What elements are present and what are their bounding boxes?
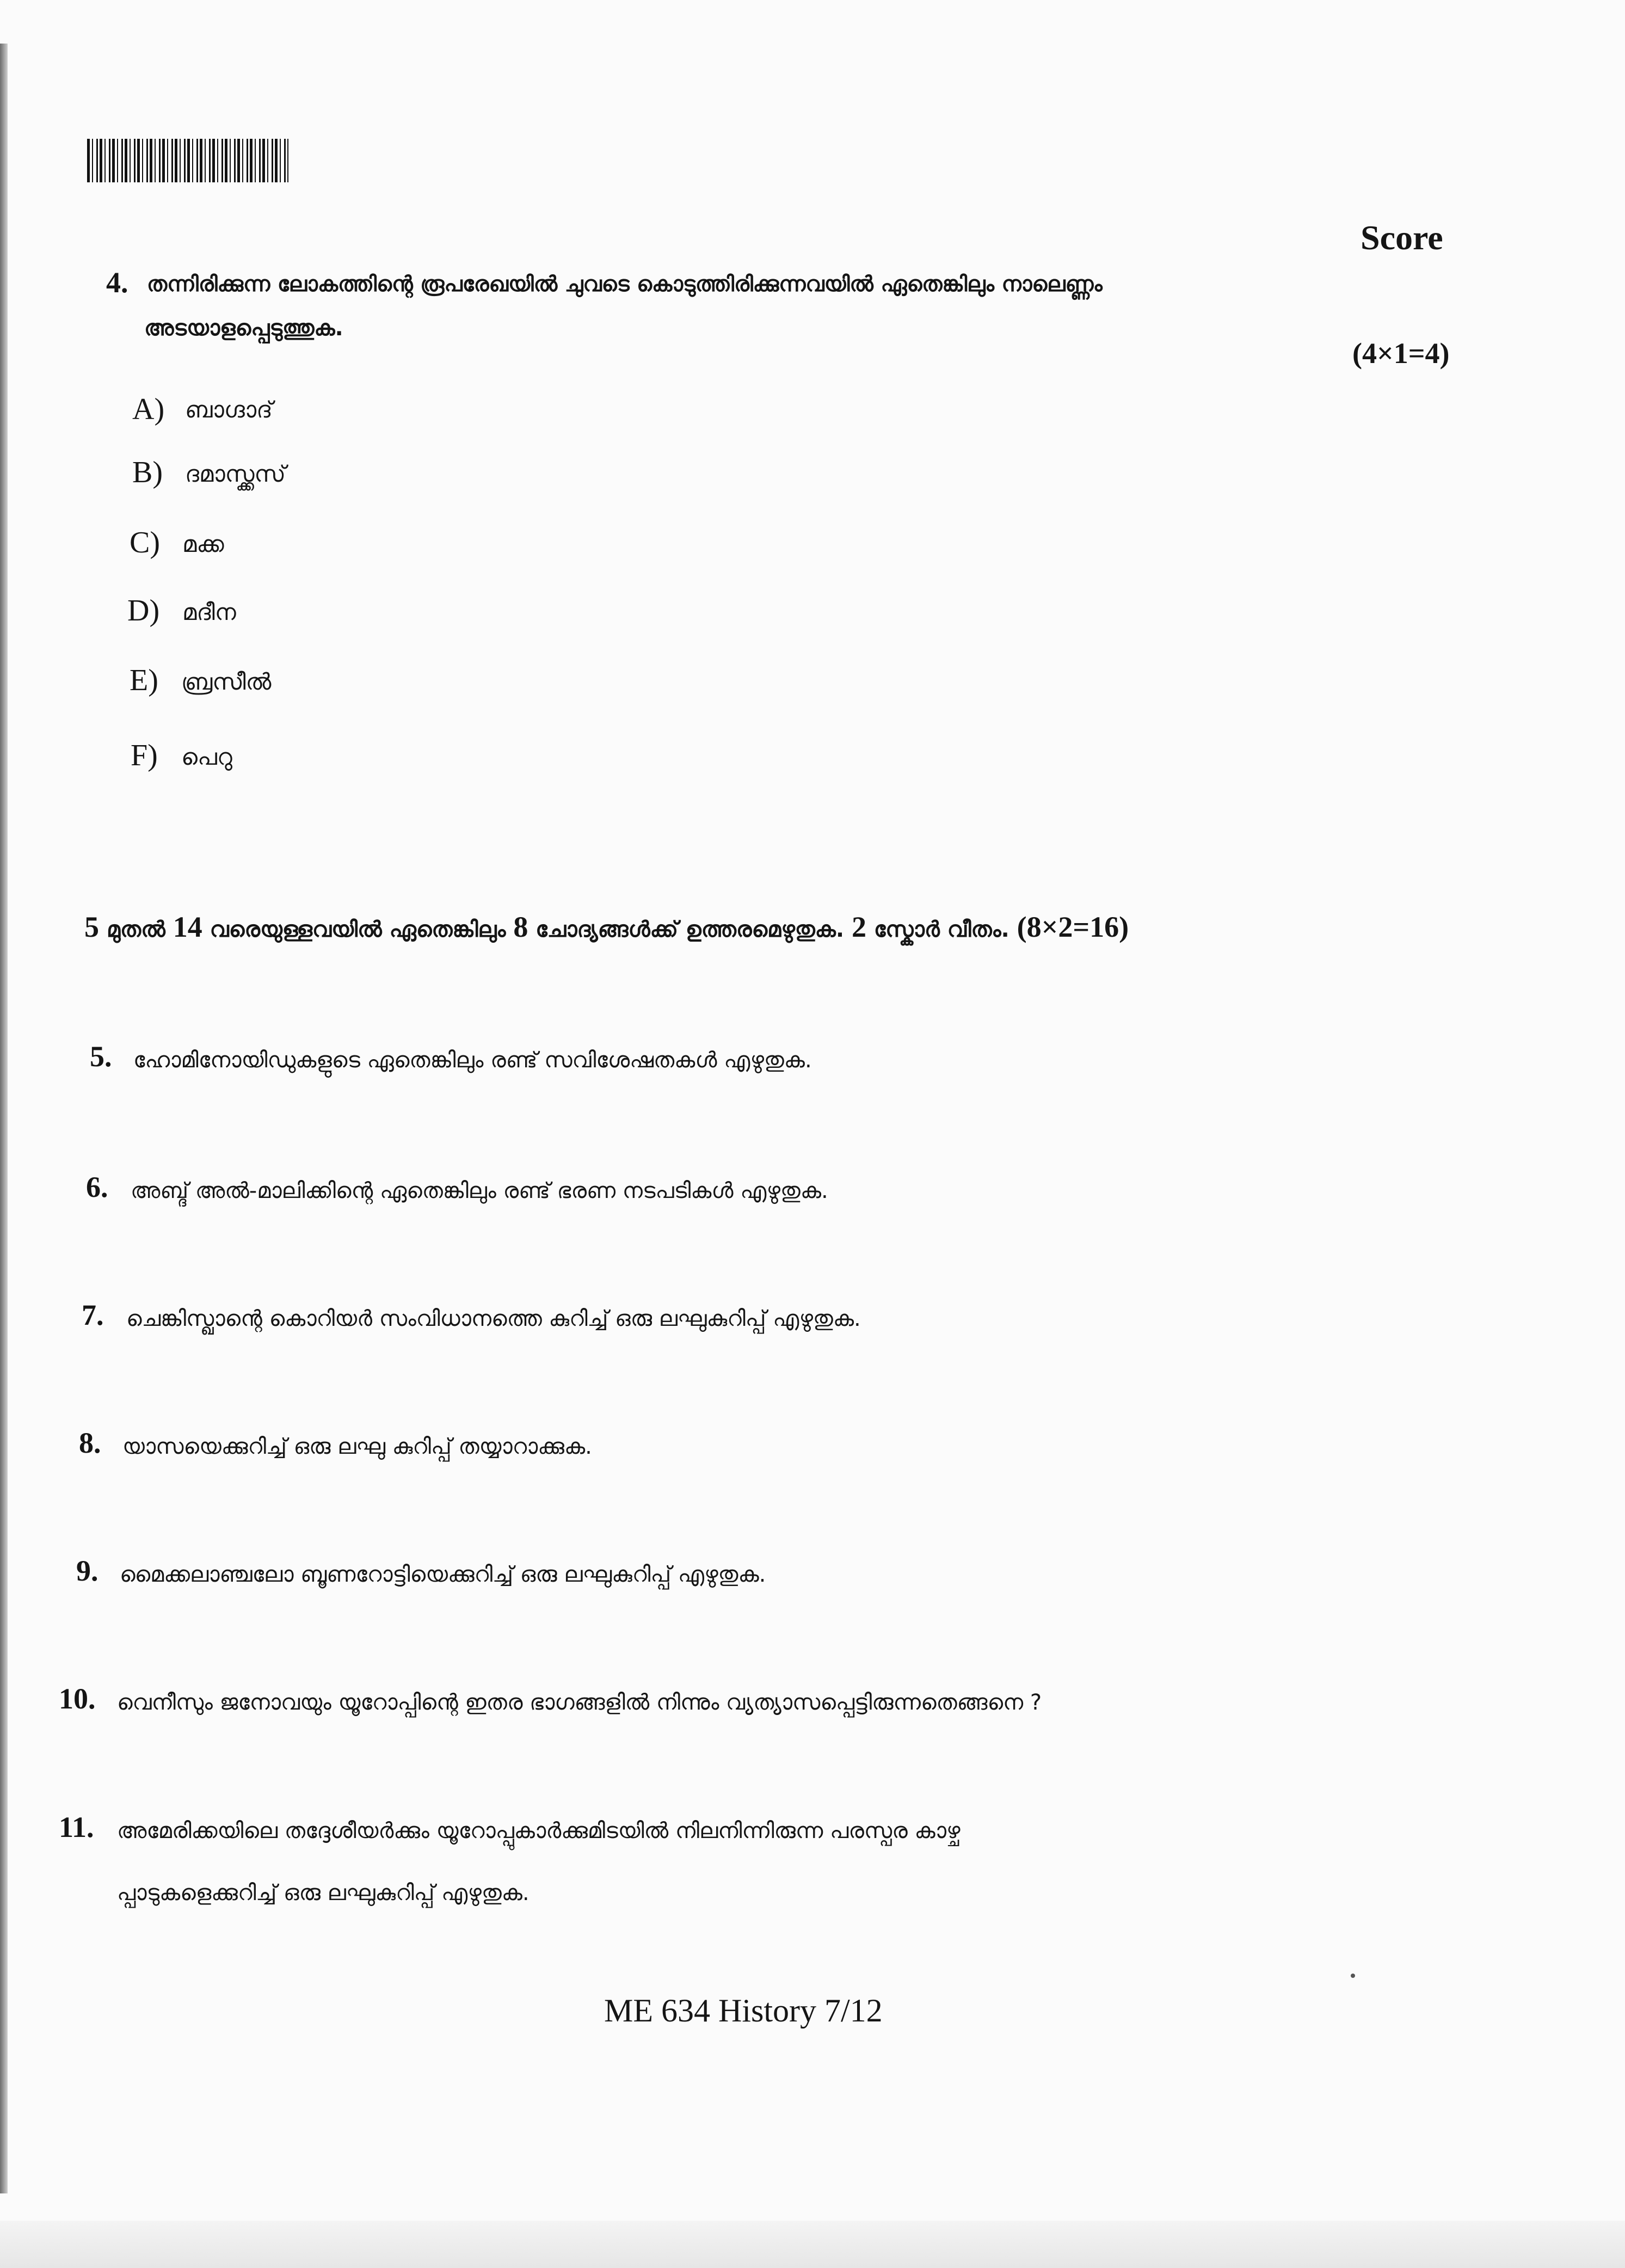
question-number: 8. xyxy=(79,1427,101,1459)
option-letter: C) xyxy=(130,526,160,560)
question-count: 8 xyxy=(513,911,528,943)
question-4-marks: (4×1=4) xyxy=(1352,337,1450,370)
question-number: 5. xyxy=(90,1040,112,1073)
question-number: 7. xyxy=(82,1299,104,1331)
option-text: പെറു xyxy=(181,743,232,770)
scan-speck xyxy=(1351,1974,1355,1978)
question-number: 6. xyxy=(86,1171,108,1203)
question-text: ചെങ്കിസ്ഖാന്റെ കൊറിയർ സംവിധാനത്തെ കുറിച്ച് ഒരു ലഘുകുറിപ്പ് എഴുതുക. xyxy=(126,1306,861,1331)
page-footer: ME 634 History 7/12 xyxy=(604,1993,883,2029)
question-text: അമേരിക്കയിലെ തദ്ദേശീയർക്കും യൂറോപ്പുകാർക്കുമിടയിൽ നിലനിന്നിരുന്ന പരസ്പര കാഴ്ച xyxy=(117,1818,961,1843)
option-text: മക്ക xyxy=(182,531,224,557)
question-text: വെനീസും ജനോവയും യൂറോപ്പിന്റെ ഇതര ഭാഗങ്ങളിൽ നിന്നും വ്യത്യാസപ്പെട്ടിരുന്നതെങ്ങനെ ? xyxy=(117,1690,1042,1715)
section-marks: (8×2=16) xyxy=(1017,911,1129,943)
instruction-middle: വരെയുള്ളവയിൽ ഏതെങ്കിലും xyxy=(210,917,506,942)
option-text: മദീന xyxy=(182,599,236,625)
question-text-continued: പ്പാടുകളെക്കുറിച്ച് ഒരു ലഘുകുറിപ്പ് എഴുതുക. xyxy=(117,1880,530,1906)
option-letter: B) xyxy=(132,456,163,489)
question-text: അബ്ദ് അൽ-മാലിക്കിന്റെ ഏതെങ്കിലും രണ്ട് ഭരണ നടപടികൾ എഴുതുക. xyxy=(131,1178,828,1203)
range-start: 5 xyxy=(84,911,99,943)
question-4-line-2: അടയാളപ്പെടുത്തുക. xyxy=(144,316,343,341)
question-text: ഹോമിനോയിഡുകളുടെ ഏതെങ്കിലും രണ്ട് സവിശേഷതകൾ എഴുതുക. xyxy=(133,1048,812,1073)
option-letter: A) xyxy=(132,392,165,426)
section-instruction xyxy=(84,910,1129,944)
option-letter: D) xyxy=(127,594,160,628)
option-text: ബാഗ്ദാദ് xyxy=(185,396,273,423)
scan-left-edge xyxy=(0,44,8,2193)
option-letter: F) xyxy=(131,739,158,772)
question-4-number: 4. xyxy=(106,266,128,299)
score-each: 2 xyxy=(851,911,866,943)
option-text: ദമാസ്ക്കസ് xyxy=(185,460,286,487)
range-end: 14 xyxy=(173,911,202,943)
word-from: മുതൽ xyxy=(106,917,165,942)
instruction-middle-2: ചോദ്യങ്ങൾക്ക് ഉത്തരമെഴുതുക. xyxy=(535,917,845,942)
question-number: 11. xyxy=(59,1811,94,1843)
question-text: യാസയെക്കുറിച്ച് ഒരു ലഘു കുറിപ്പ് തയ്യാറാക്കുക. xyxy=(122,1434,592,1459)
question-number: 9. xyxy=(76,1554,99,1587)
question-number: 10. xyxy=(59,1682,96,1715)
option-letter: E) xyxy=(130,663,158,697)
barcode xyxy=(87,139,288,182)
instruction-end: സ്കോർ വീതം. xyxy=(873,917,1010,942)
scan-bottom-edge xyxy=(0,2221,1625,2268)
score-column-label: Score xyxy=(1361,218,1443,257)
option-text: ബ്രസീൽ xyxy=(181,668,272,695)
question-4-line-1: തന്നിരിക്കുന്ന ലോകത്തിന്റെ രൂപരേഖയിൽ ചുവടെ കൊടുത്തിരിക്കുന്നവയിൽ ഏതെങ്കിലും നാലെണ്ണം xyxy=(147,272,1103,297)
question-text: മൈക്കലാഞ്ചലോ ബൂണറോട്ടിയെക്കുറിച്ച് ഒരു ലഘുകുറിപ്പ് എഴുതുക. xyxy=(120,1562,766,1587)
